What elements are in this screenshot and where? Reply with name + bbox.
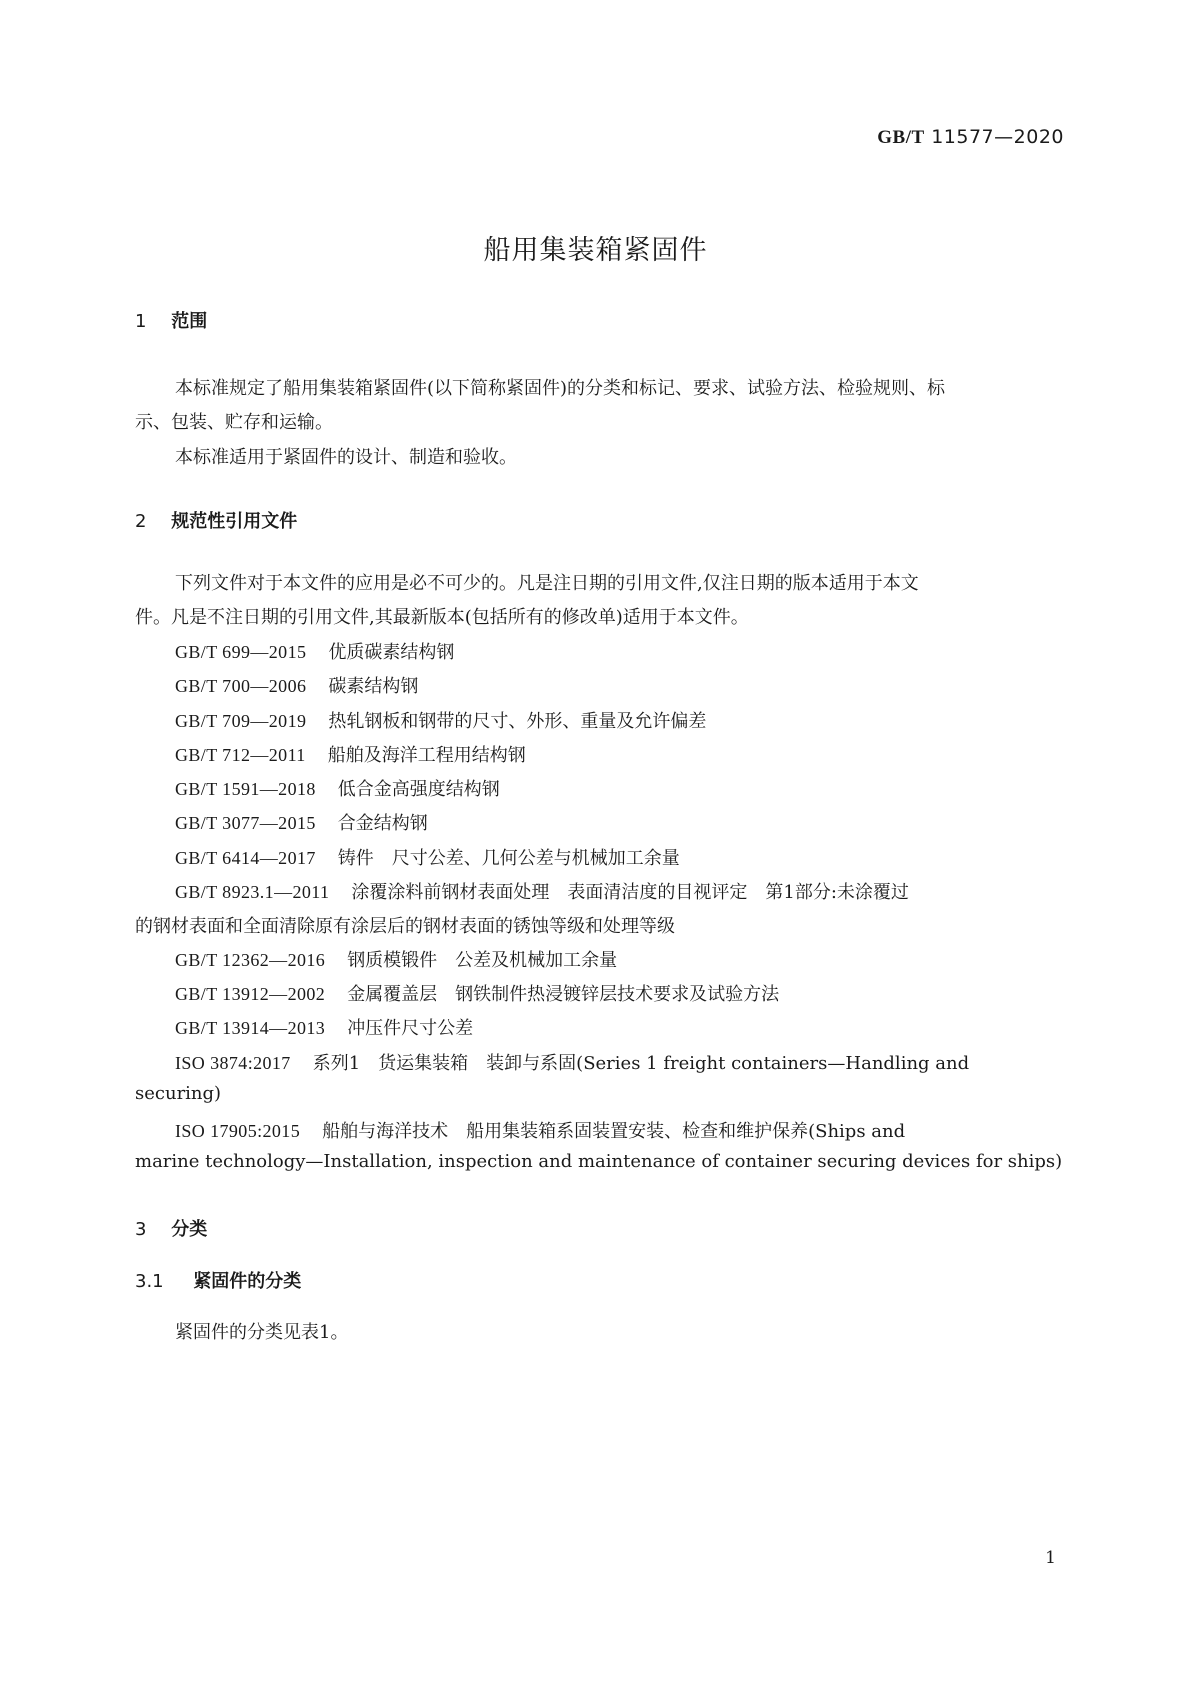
reference-continuation: 的钢材表面和全面清除原有涂层后的钢材表面的锈蚀等级和处理等级 bbox=[135, 916, 675, 937]
reference-entry bbox=[175, 1014, 473, 1040]
reference-title: 优质碳素结构钢 bbox=[328, 642, 455, 663]
classification-paragraph: 紧固件的分类见表1。 bbox=[175, 1322, 349, 1343]
section-number: 3 bbox=[135, 1219, 147, 1240]
section-1-heading bbox=[135, 307, 207, 333]
reference-entry bbox=[175, 809, 428, 835]
reference-code: ISO 17905:2015 bbox=[175, 1121, 301, 1141]
normative-intro-line-1: 下列文件对于本文件的应用是必不可少的。凡是注日期的引用文件,仅注日期的版本适用于本文 bbox=[175, 573, 919, 594]
reference-entry bbox=[175, 1117, 905, 1143]
reference-entry bbox=[175, 638, 454, 664]
reference-continuation: marine technology—Installation, inspection and maintenance of container securing devices for ships) bbox=[135, 1151, 1063, 1172]
section-title: 范围 bbox=[171, 311, 208, 332]
reference-code: GB/T 8923.1—2011 bbox=[175, 882, 330, 902]
reference-code: GB/T 13912—2002 bbox=[175, 984, 326, 1004]
page-number: 1 bbox=[1045, 1548, 1056, 1568]
reference-title: 合金结构钢 bbox=[337, 813, 428, 834]
section-number: 1 bbox=[135, 311, 147, 332]
reference-code: GB/T 709—2019 bbox=[175, 711, 307, 731]
reference-code: ISO 3874:2017 bbox=[175, 1053, 291, 1073]
reference-title: 低合金高强度结构钢 bbox=[337, 779, 500, 800]
reference-title: 系列1 货运集装箱 装卸与系固(Series 1 freight containers—Handling and bbox=[312, 1053, 970, 1074]
section-3-1-heading bbox=[135, 1267, 301, 1293]
reference-code: GB/T 3077—2015 bbox=[175, 813, 316, 833]
reference-entry bbox=[175, 1049, 969, 1075]
reference-title: 船舶及海洋工程用结构钢 bbox=[327, 745, 526, 766]
reference-title: 热轧钢板和钢带的尺寸、外形、重量及允许偏差 bbox=[328, 711, 707, 732]
section-number: 2 bbox=[135, 511, 147, 532]
section-title: 分类 bbox=[171, 1219, 208, 1240]
document-title: 船用集装箱紧固件 bbox=[483, 235, 708, 266]
reference-title: 铸件 尺寸公差、几何公差与机械加工余量 bbox=[337, 848, 680, 869]
reference-code: GB/T 6414—2017 bbox=[175, 848, 316, 868]
section-title: 紧固件的分类 bbox=[193, 1271, 302, 1292]
reference-continuation: securing) bbox=[135, 1083, 222, 1104]
section-3-heading bbox=[135, 1215, 207, 1241]
reference-code: GB/T 712—2011 bbox=[175, 745, 306, 765]
reference-title: 船舶与海洋技术 船用集装箱系固装置安装、检查和维护保养(Ships and bbox=[322, 1121, 906, 1142]
reference-entry bbox=[175, 707, 706, 733]
standard-code-number: 11577—2020 bbox=[931, 126, 1064, 148]
scope-paragraph-1-line-2: 示、包装、贮存和运输。 bbox=[135, 412, 333, 433]
standard-code-prefix: GB/T bbox=[877, 127, 925, 148]
standard-code bbox=[877, 126, 1064, 149]
scope-paragraph-2: 本标准适用于紧固件的设计、制造和验收。 bbox=[175, 447, 517, 468]
reference-entry bbox=[175, 775, 500, 801]
reference-code: GB/T 13914—2013 bbox=[175, 1018, 326, 1038]
reference-entry bbox=[175, 741, 526, 767]
reference-title: 涂覆涂料前钢材表面处理 表面清洁度的目视评定 第1部分:未涂覆过 bbox=[351, 882, 909, 903]
normative-intro-line-2: 件。凡是不注日期的引用文件,其最新版本(包括所有的修改单)适用于本文件。 bbox=[135, 607, 749, 628]
reference-code: GB/T 700—2006 bbox=[175, 676, 307, 696]
reference-entry bbox=[175, 980, 779, 1006]
reference-entry bbox=[175, 844, 680, 870]
section-2-heading bbox=[135, 507, 297, 533]
reference-code: GB/T 12362—2016 bbox=[175, 950, 326, 970]
reference-title: 碳素结构钢 bbox=[328, 676, 419, 697]
reference-entry bbox=[175, 878, 909, 904]
reference-title: 金属覆盖层 钢铁制件热浸镀锌层技术要求及试验方法 bbox=[347, 984, 780, 1005]
section-title: 规范性引用文件 bbox=[171, 511, 298, 532]
reference-entry bbox=[175, 946, 617, 972]
scope-paragraph-1-line-1: 本标准规定了船用集装箱紧固件(以下简称紧固件)的分类和标记、要求、试验方法、检验规则、标 bbox=[175, 378, 946, 399]
reference-entry bbox=[175, 672, 418, 698]
reference-code: GB/T 699—2015 bbox=[175, 642, 307, 662]
reference-title: 钢质模锻件 公差及机械加工余量 bbox=[347, 950, 618, 971]
section-number: 3.1 bbox=[135, 1271, 164, 1292]
reference-code: GB/T 1591—2018 bbox=[175, 779, 316, 799]
reference-title: 冲压件尺寸公差 bbox=[347, 1018, 474, 1039]
